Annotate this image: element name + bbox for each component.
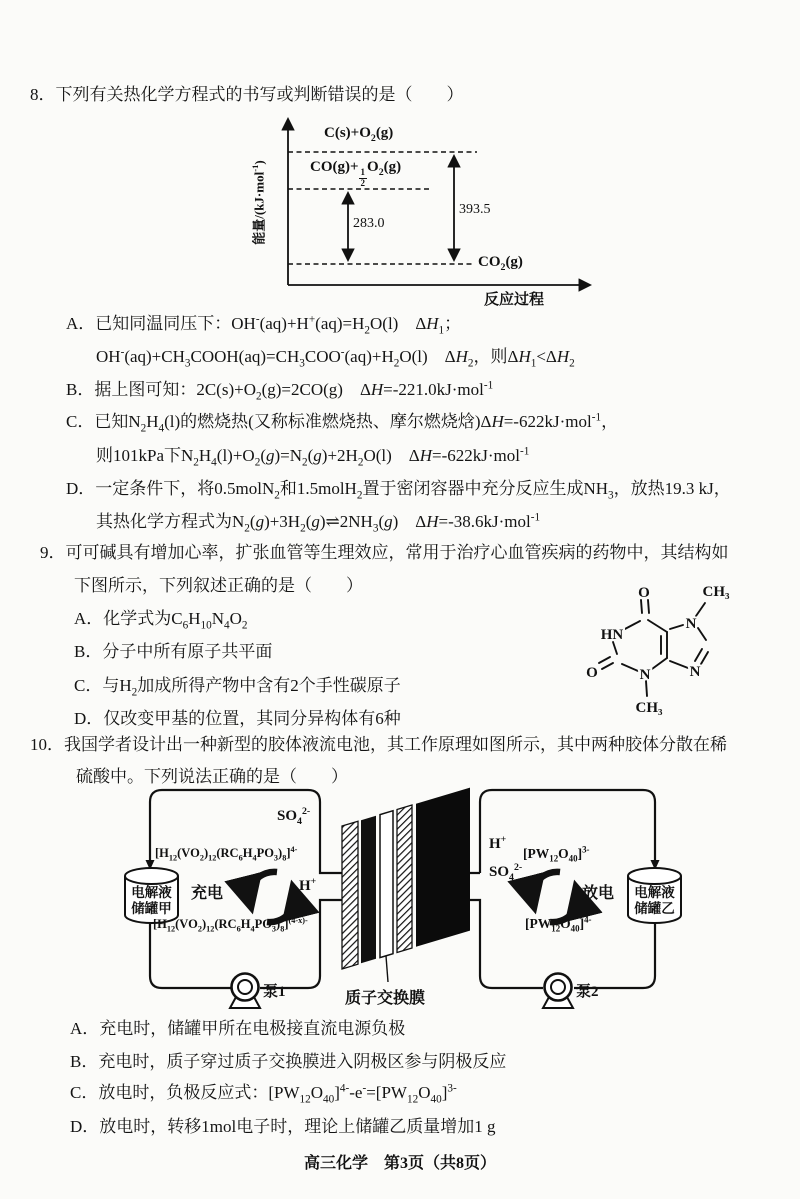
electrode-slab-hatched-2: [397, 805, 412, 953]
so4-right-label: $SO_4^{2-}$: [489, 862, 523, 883]
colloid-b-reduced-formula: $[PW_{12}O_{40}]^{4-}$: [525, 914, 592, 934]
electrode-slab-black-2: [416, 788, 470, 947]
q10-option-a: A．充电时，储罐甲所在电极接直流电源负极: [70, 1019, 406, 1038]
tank-a-label-line1: 电解液: [131, 885, 172, 900]
atom-n7: N: [685, 616, 697, 632]
q10-battery-diagram: [95, 784, 775, 1014]
electrode-stack: [342, 788, 470, 982]
methyl-bottom: CH₃: [635, 700, 663, 716]
h-plus-right-label: H+: [489, 834, 507, 852]
theobromine-structure: [572, 580, 737, 730]
q8-stem: 8．下列有关热化学方程式的书写或判断错误的是（ ）: [30, 85, 464, 104]
q8-option-c-line2: 则101kPa下$N_2H_4(l)+O_2(g)=N_2(g)+2H_2O(l)$ ΔH=-622kJ·mol$^{-1}$: [96, 445, 530, 469]
pump2-label: 泵2: [576, 984, 599, 1000]
discharge-label: 放电: [582, 885, 615, 902]
page-footer: 高三化学 第3页（共8页）: [303, 1155, 496, 1172]
energy-level-mid-label: CO(g)+ $\frac{1}{2}$ $O_2(g)$: [310, 159, 402, 188]
q10-option-b: B．充电时，质子穿过质子交换膜进入阴极区参与阴极反应: [70, 1052, 507, 1071]
atom-o-top: O: [638, 585, 650, 601]
charge-label: 充电: [191, 885, 224, 902]
q8-option-d-line2: 其热化学方程式为$N_2(g)+3H_2(g)\rightleftharpoons 2NH_3(g)$ ΔH=-38.6kJ·mol$^{-1}$: [96, 511, 541, 535]
q10-option-d: D．放电时，转移1mol电子时，理论上储罐乙质量增加1 g: [70, 1117, 496, 1136]
atom-n9: N: [689, 664, 701, 680]
discharge-cycle-arrows: [532, 872, 578, 922]
membrane-label: 质子交换膜: [345, 990, 426, 1007]
pump-1: [230, 974, 260, 1009]
membrane-slab: [380, 811, 393, 958]
q9-option-c: C．与$H_2$加成所得产物中含有2个手性碳原子: [74, 676, 401, 699]
q9-stem-line1: 9．可可碱具有增加心率，扩张血管等生理效应，常用于治疗心血管疾病的药物中，其结构如: [40, 543, 729, 562]
atom-hn: HN: [600, 627, 624, 643]
q8-option-d-line1: D．一定条件下，将0.5molN$_2$和1.5molH$_2$置于密闭容器中充分反应生成$NH_3$，放热19.3 kJ，: [66, 479, 731, 502]
membrane-pointer-line: [386, 956, 388, 982]
pump1-label: 泵1: [263, 984, 286, 1000]
q9-option-d: D．仅改变甲基的位置，其同分异构体有6种: [74, 709, 401, 728]
q9-option-a: A．化学式为$C_6H_{10}N_4O_2$: [74, 609, 248, 632]
charge-cycle-arrows: [249, 872, 295, 922]
pump-2: [543, 974, 573, 1009]
electrode-slab-hatched-1: [342, 821, 358, 969]
electrode-slab-black-1: [361, 816, 376, 964]
q8-option-a-line2: $OH^-(aq)+CH_3COOH(aq)=CH_3COO^-(aq)+H_2O(l)$ $\Delta H_2$，则$\Delta H_1<\Delta H_2$: [96, 346, 575, 370]
energy-delta-mid-value: 283.0: [353, 216, 385, 231]
so4-left-label: $SO_4^{2-}$: [277, 806, 311, 827]
q8-energy-diagram: [240, 103, 610, 308]
q8-option-c-line1: C．已知$N_2H_4(l)$的燃烧热(又称标准燃烧热、摩尔燃烧焓)ΔH=-622kJ·mol$^{-1}$，: [66, 411, 619, 435]
energy-y-axis-label: 能量/(kJ·mol$^{-1}$): [250, 160, 267, 245]
q10-stem-line1: 10．我国学者设计出一种新型的胶体液流电池，其工作原理如图所示，其中两种胶体分散在稀: [30, 735, 727, 754]
methyl-top: CH₃: [702, 584, 730, 600]
energy-diagram-axes: [240, 103, 610, 308]
energy-x-axis-label: 反应过程: [484, 292, 545, 308]
q10-option-c: C．放电时，负极反应式：$[PW_{12}O_{40}]^{4-}-e^-=[PW_{12}O_{40}]^{3-}$: [70, 1082, 457, 1106]
atom-o-left: O: [586, 665, 598, 681]
colloid-a-reduced-formula: $[H_{12}(VO_2)_{12}(RC_6H_4PO_3)_8]^{(4-x)-}$: [153, 915, 308, 934]
q10-stem-line2: 硫酸中。下列说法正确的是（ ）: [76, 767, 348, 786]
tank-b-label-line2: 储罐乙: [634, 901, 675, 916]
q9-stem-line2: 下图所示，下列叙述正确的是（ ）: [74, 576, 363, 595]
tank-b-label-line1: 电解液: [634, 885, 675, 900]
energy-delta-top-value: 393.5: [459, 202, 491, 217]
energy-level-bottom-label: $CO_2(g)$: [478, 254, 523, 273]
q8-option-b: B．据上图可知：$2C(s)+O_2(g)=2CO(g)$ ΔH=-221.0kJ·mol$^{-1}$: [66, 379, 494, 403]
colloid-b-oxidized-formula: $[PW_{12}O_{40}]^{3-}$: [523, 844, 590, 864]
q9-molecule-diagram: [572, 580, 737, 730]
q9-option-b: B．分子中所有原子共平面: [74, 642, 273, 661]
h-plus-left-label: H+: [299, 876, 317, 894]
energy-level-top-label: $C(s)+O_2(g)$: [324, 125, 394, 144]
colloid-a-oxidized-formula: $[H_{12}(VO_2)_{12}(RC_6H_4PO_3)_8]^{4-}$: [155, 844, 298, 863]
q8-option-a-line1: A．已知同温同压下：$OH^-(aq)+H^+(aq)=H_2O(l)$ $\Delta H_1$；: [66, 313, 462, 337]
atom-n3: N: [639, 667, 651, 683]
tank-a-label-line2: 储罐甲: [131, 901, 172, 916]
